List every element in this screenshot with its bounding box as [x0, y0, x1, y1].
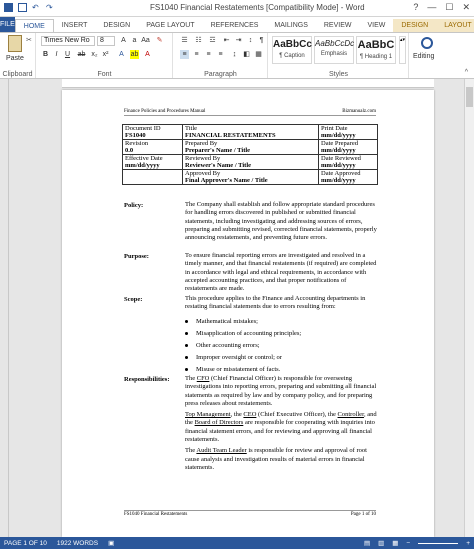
header-left: Finance Policies and Procedures Manual	[124, 109, 206, 114]
vertical-scrollbar[interactable]	[464, 79, 474, 537]
bullets-icon[interactable]: ☰	[181, 37, 188, 44]
multilevel-list-icon[interactable]: ☲	[209, 37, 216, 44]
style-emphasis[interactable]	[314, 36, 354, 64]
page-header	[124, 109, 376, 116]
print-layout-icon[interactable]: ▥	[378, 540, 385, 547]
status-bar	[0, 537, 474, 549]
style-emphasis-sample: AaBbCcDc	[315, 39, 355, 48]
redo-icon[interactable]: ↷	[46, 3, 53, 12]
tab-review[interactable]: REVIEW	[323, 22, 352, 29]
effective-date-label: Effective Date	[125, 155, 163, 162]
audit-team-leader-link[interactable]: Audit Team Leader	[196, 447, 247, 455]
change-case-icon[interactable]: Aa	[141, 37, 150, 44]
clipboard-label: Clipboard	[2, 71, 33, 78]
table-cell[interactable]	[319, 155, 378, 170]
font-label: Font	[97, 71, 112, 78]
window-title: FS1040 Financial Restatements [Compatibility Mode] - Word	[150, 3, 365, 12]
text-effects-icon[interactable]: A	[119, 51, 124, 58]
cut-icon[interactable]: ✂	[26, 37, 32, 44]
paste-icon[interactable]	[8, 35, 22, 52]
font-color-icon[interactable]: A	[145, 51, 150, 58]
font-group	[37, 33, 173, 78]
table-cell[interactable]	[183, 125, 319, 140]
paragraph-group	[174, 33, 268, 78]
table-cell[interactable]	[183, 140, 319, 155]
help-button[interactable]: ?	[413, 2, 419, 12]
title-bar	[0, 0, 474, 17]
minimize-button[interactable]: —	[427, 2, 437, 12]
bullet-icon	[185, 356, 188, 359]
style-caption[interactable]	[272, 36, 312, 64]
reviewed-by-value: Reviewer's Name / Title	[185, 162, 252, 169]
styles-scroll-icon[interactable]: ▴▾	[399, 36, 406, 64]
resp-paragraph-1: The CFO (Chief Financial Officer) is responsible for overseeing investigations into reporting errors, preparing and submitting all financial statements as required by law and by company policy, and for preparing press releases about restatements.	[185, 375, 377, 407]
print-date-label: Print Date	[321, 125, 348, 132]
style-caption-sample: AaBbCc	[273, 39, 312, 50]
resp-paragraph-2: Top Management, the CEO (Chief Executive Officer), the Controller, and the Board of Directors are responsible for cooperating with inquiries into financial statement errors, and for reviewing and approving all financial restatements.	[185, 411, 377, 444]
tab-home[interactable]: HOME	[15, 19, 54, 32]
bullet-icon	[185, 368, 188, 371]
bullet-icon	[185, 344, 188, 347]
tab-file[interactable]: FILE	[0, 17, 15, 32]
scrollbar-thumb[interactable]	[466, 87, 473, 107]
title-value: FINANCIAL RESTATEMENTS	[185, 132, 276, 139]
strikethrough-icon[interactable]: ab	[77, 51, 86, 58]
responsibilities-text	[185, 375, 380, 475]
board-link[interactable]: Board of Directors	[194, 419, 244, 427]
scope-bullet-5: Misuse or misstatement of facts.	[196, 366, 281, 373]
table-row	[123, 140, 378, 155]
tab-view[interactable]: VIEW	[367, 22, 386, 29]
decrease-indent-icon[interactable]: ⇤	[223, 37, 230, 44]
grow-font-icon[interactable]: A	[121, 37, 126, 44]
italic-icon[interactable]: I	[55, 51, 58, 58]
approved-by-value: Final Approver's Name / Title	[185, 177, 268, 184]
clear-format-icon[interactable]: ✎	[156, 37, 163, 44]
tab-page-layout[interactable]: PAGE LAYOUT	[146, 22, 195, 29]
cfo-link[interactable]: CFO	[196, 375, 210, 382]
shrink-font-icon[interactable]: a	[132, 37, 137, 44]
subscript-icon[interactable]: x₂	[91, 51, 98, 58]
tab-insert[interactable]: INSERT	[61, 22, 88, 29]
prepared-by-value: Preparer's Name / Title	[185, 147, 251, 154]
maximize-button[interactable]: ☐	[445, 2, 454, 12]
effective-date-value: mm/dd/yyyy	[125, 162, 160, 169]
highlight-icon[interactable]: ab	[130, 51, 139, 58]
font-size-select[interactable]: 8	[97, 36, 115, 46]
scope-bullet-1: Mathematical mistakes;	[196, 318, 258, 325]
list-item	[185, 366, 280, 373]
table-cell[interactable]	[319, 170, 378, 185]
align-right-icon[interactable]: ≡	[206, 51, 211, 58]
purpose-heading: Purpose:	[124, 253, 149, 260]
table-row	[123, 155, 378, 170]
resp-paragraph-3: The Audit Team Leader is responsible for review and approval of root cause analysis and investigation results of material errors in financial statements.	[185, 447, 367, 471]
superscript-icon[interactable]: x²	[102, 51, 109, 58]
zoom-slider[interactable]	[418, 543, 458, 544]
editing-button[interactable]: Editing	[413, 53, 435, 60]
table-cell[interactable]	[319, 140, 378, 155]
date-approved-label: Date Approved	[321, 170, 361, 177]
table-row	[123, 125, 378, 140]
tab-table-layout[interactable]: LAYOUT	[436, 19, 474, 32]
save-icon[interactable]	[18, 3, 27, 12]
table-row	[123, 170, 378, 185]
web-layout-icon[interactable]: ▦	[392, 540, 399, 547]
document-info-table	[122, 124, 378, 185]
table-cell[interactable]	[183, 170, 319, 185]
top-management-link[interactable]: Top Management	[185, 411, 231, 419]
line-spacing-icon[interactable]: ↨	[232, 51, 237, 58]
prepared-by-label: Prepared By	[185, 140, 218, 147]
clipboard-group	[0, 33, 36, 78]
doc-id-label: Document ID	[125, 125, 161, 132]
list-item	[185, 318, 258, 325]
footer-left: FS1040 Financial Restatements	[124, 512, 188, 517]
scope-bullet-2: Misapplication of accounting principles;	[196, 330, 302, 337]
read-mode-icon[interactable]: ▤	[363, 540, 371, 547]
word-count[interactable]: 1922 WORDS	[56, 539, 99, 547]
responsibilities-heading: Responsibilities:	[124, 376, 170, 383]
table-cell[interactable]	[183, 155, 319, 170]
numbering-icon[interactable]: ☷	[195, 37, 202, 44]
zoom-out-icon[interactable]: −	[406, 539, 411, 547]
tab-references[interactable]: REFERENCES	[210, 22, 259, 29]
list-item	[185, 330, 301, 337]
close-button[interactable]: ✕	[462, 2, 470, 12]
increase-indent-icon[interactable]: ⇥	[235, 37, 242, 44]
policy-heading: Policy:	[124, 202, 144, 209]
reviewed-by-label: Reviewed By	[185, 155, 221, 162]
paragraph-label: Paragraph	[204, 71, 237, 78]
table-cell[interactable]	[319, 125, 378, 140]
header-right: Bizmanualz.com	[342, 109, 376, 114]
styles-label: Styles	[328, 71, 349, 78]
quick-access-toolbar	[4, 3, 55, 12]
collapse-ribbon-icon[interactable]: ^	[464, 69, 468, 76]
editing-group	[410, 33, 444, 78]
date-prepared-value: mm/dd/yyyy	[321, 147, 356, 154]
table-cell[interactable]	[123, 140, 183, 155]
font-name-select[interactable]: Times New Ro	[41, 36, 95, 46]
table-cell[interactable]	[123, 125, 183, 140]
page-footer	[124, 510, 376, 517]
scope-bullet-3: Other accounting errors;	[196, 342, 260, 349]
shading-icon[interactable]: ◧	[243, 51, 250, 58]
print-date-value: mm/dd/yyyy	[321, 132, 356, 139]
borders-icon[interactable]: ▦	[255, 51, 262, 58]
styles-group	[269, 33, 409, 78]
tab-mailings[interactable]: MAILINGS	[274, 22, 308, 29]
date-prepared-label: Date Prepared	[321, 140, 358, 147]
undo-icon[interactable]: ↶	[32, 3, 39, 12]
scope-heading: Scope:	[124, 296, 143, 303]
scope-bullet-4: Improper oversight or control; or	[196, 354, 282, 361]
vertical-ruler	[0, 79, 9, 537]
align-center-icon[interactable]: ≡	[194, 51, 199, 58]
style-caption-name: ¶ Caption	[279, 53, 305, 59]
ribbon	[0, 32, 474, 79]
bold-icon[interactable]: B	[42, 51, 49, 58]
tab-table-design[interactable]: DESIGN	[393, 19, 436, 32]
table-cell[interactable]	[123, 155, 183, 170]
date-approved-value: mm/dd/yyyy	[321, 177, 356, 184]
bullet-icon	[185, 320, 188, 323]
list-item	[185, 354, 282, 361]
find-icon[interactable]	[421, 37, 433, 49]
style-heading-1-name: ¶ Heading 1	[359, 54, 393, 60]
page-count[interactable]: PAGE 1 OF 10	[4, 539, 47, 547]
controller-link[interactable]: Controller	[337, 411, 364, 419]
date-reviewed-value: mm/dd/yyyy	[321, 162, 356, 169]
title-label: Title	[185, 125, 198, 132]
doc-id-value: FS1040	[125, 132, 146, 139]
underline-icon[interactable]: U	[64, 51, 71, 58]
footer-right: Page 1 of 10	[350, 512, 376, 517]
document-page[interactable]	[62, 90, 434, 537]
style-emphasis-name: Emphasis	[320, 51, 348, 57]
bullet-icon	[185, 332, 188, 335]
ribbon-tabs	[0, 17, 474, 32]
proofing-icon[interactable]: ▣	[108, 540, 115, 547]
zoom-in-button[interactable]: +	[466, 539, 470, 547]
ceo-link[interactable]: CEO	[243, 411, 257, 419]
justify-icon[interactable]: ≡	[218, 51, 223, 58]
table-cell[interactable]	[123, 170, 183, 185]
purpose-text: To ensure financial reporting errors are investigated and resolved in a timely manner, and that financial restatements (if required) are completed in accordance with legal and ethical requirements, in accordance with accepted accounting practices, and that proper notifications of restatements are made.	[185, 252, 377, 293]
align-left-icon[interactable]: ≡	[180, 50, 189, 59]
date-reviewed-label: Date Reviewed	[321, 155, 361, 162]
style-heading-1[interactable]	[356, 36, 396, 64]
revision-label: Revision	[125, 140, 149, 147]
tab-design[interactable]: DESIGN	[103, 22, 131, 29]
scope-text: This procedure applies to the Finance and Accounting departments in restating financial statements due to errors resulting from:	[185, 295, 366, 311]
list-item	[185, 342, 260, 349]
horizontal-ruler	[62, 79, 434, 88]
sort-icon[interactable]: ↕	[248, 37, 253, 44]
approved-by-label: Approved By	[185, 170, 221, 177]
paste-button[interactable]: Paste	[6, 55, 24, 62]
style-heading-1-sample: AaBbC	[357, 39, 395, 51]
revision-value: 0.0	[125, 147, 134, 154]
policy-text: The Company shall establish and follow appropriate standard procedures for handling errors discovered in published or submitted financial statements, including investigating and addressing sources of errors, preparing and submitting revised, corrected financial statements, properly announcing restatements, and preventing future errors.	[185, 201, 377, 242]
word-icon	[4, 3, 13, 12]
show-marks-icon[interactable]: ¶	[259, 37, 264, 44]
